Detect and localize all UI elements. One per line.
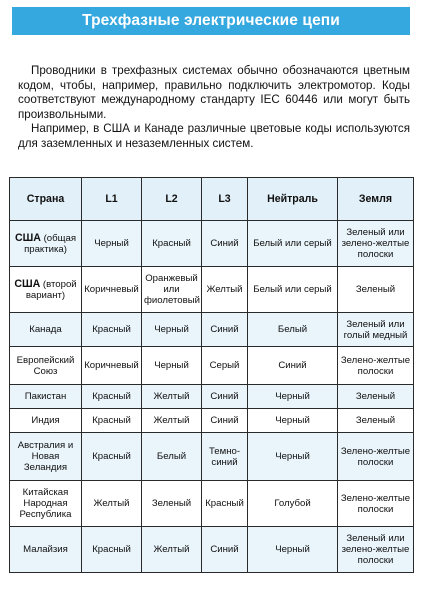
cell-earth: Зеленый xyxy=(338,409,414,433)
country-sub: Канада xyxy=(29,324,62,335)
intro-paragraph-2: Например, в США и Канаде различные цветовые коды используются для заземленных и незаземленных систем. xyxy=(18,122,410,150)
cell-country xyxy=(10,527,82,573)
country-sub: Китайская Народная Республика xyxy=(19,487,72,520)
header-l3: L3 xyxy=(202,178,248,221)
cell-l2: Желтый xyxy=(142,409,202,433)
country-sub: (общая практика) xyxy=(24,232,77,255)
cell-l1: Коричневый xyxy=(82,347,142,385)
country-sub: (второй вариант) xyxy=(25,278,77,301)
cell-earth: Зеленый xyxy=(338,267,414,313)
country-sub: Австралия и Новая Зеландия xyxy=(17,440,74,473)
cell-neutral: Белый или серый xyxy=(248,267,338,313)
table-row xyxy=(10,221,414,267)
cell-l2: Желтый xyxy=(142,385,202,409)
cell-neutral: Белый или серый xyxy=(248,221,338,267)
cell-l3: Темно-синий xyxy=(202,433,248,481)
header-neutral: Нейтраль xyxy=(248,178,338,221)
cell-country xyxy=(10,433,82,481)
table-row xyxy=(10,409,414,433)
intro-text xyxy=(18,64,410,152)
cell-l3: Красный xyxy=(202,481,248,527)
cell-earth: Зеленый или зелено-желтые полоски xyxy=(338,221,414,267)
cell-l2: Зеленый xyxy=(142,481,202,527)
header-l2: L2 xyxy=(142,178,202,221)
header-country: Страна xyxy=(10,178,82,221)
cell-l2: Черный xyxy=(142,313,202,347)
color-code-table xyxy=(9,177,414,573)
header-earth: Земля xyxy=(338,178,414,221)
table-header-row xyxy=(10,178,414,221)
table-row xyxy=(10,433,414,481)
country-sub: Индия xyxy=(31,415,60,426)
cell-neutral: Черный xyxy=(248,527,338,573)
cell-country xyxy=(10,347,82,385)
cell-l3: Синий xyxy=(202,221,248,267)
country-sub: Малайзия xyxy=(23,544,68,555)
country-sub: Европейский Союз xyxy=(16,354,75,377)
country-main: США xyxy=(14,277,41,290)
header-l1: L1 xyxy=(82,178,142,221)
cell-l2: Желтый xyxy=(142,527,202,573)
cell-l2: Красный xyxy=(142,221,202,267)
cell-l1: Красный xyxy=(82,527,142,573)
country-sub: Пакистан xyxy=(24,391,67,402)
cell-l2: Белый xyxy=(142,433,202,481)
cell-l1: Красный xyxy=(82,409,142,433)
cell-earth: Зелено-желтые полоски xyxy=(338,433,414,481)
country-main: США xyxy=(14,231,41,244)
cell-l1: Красный xyxy=(82,313,142,347)
cell-neutral: Черный xyxy=(248,409,338,433)
cell-l2: Оранжевый или фиолетовый xyxy=(142,267,202,313)
cell-l3: Синий xyxy=(202,385,248,409)
cell-earth: Зелено-желтые полоски xyxy=(338,481,414,527)
cell-earth: Зеленый или зелено-желтые полоски xyxy=(338,527,414,573)
cell-l1: Черный xyxy=(82,221,142,267)
cell-neutral: Синий xyxy=(248,347,338,385)
cell-l2: Черный xyxy=(142,347,202,385)
cell-country xyxy=(10,385,82,409)
table-row xyxy=(10,313,414,347)
page-title: Трехфазные электрические цепи xyxy=(82,12,340,29)
cell-l3: Синий xyxy=(202,313,248,347)
intro-paragraph-1: Проводники в трехфазных системах обычно обозначаются цветным кодом, чтобы, например, правильно подключить электромотор. Коды соответствуют международному стандарту IEC 60446 или могут быть произвольными. xyxy=(18,64,410,121)
cell-earth: Зеленый или голый медный xyxy=(338,313,414,347)
cell-country xyxy=(10,313,82,347)
cell-l1: Коричневый xyxy=(82,267,142,313)
cell-earth: Зеленый xyxy=(338,385,414,409)
cell-l1: Желтый xyxy=(82,481,142,527)
table-row xyxy=(10,481,414,527)
title-bar xyxy=(12,7,410,35)
table-row xyxy=(10,385,414,409)
cell-neutral: Черный xyxy=(248,385,338,409)
cell-country xyxy=(10,221,82,267)
cell-l3: Синий xyxy=(202,409,248,433)
cell-country xyxy=(10,267,82,313)
cell-l3: Синий xyxy=(202,527,248,573)
cell-l1: Красный xyxy=(82,433,142,481)
cell-neutral: Белый xyxy=(248,313,338,347)
cell-neutral: Голубой xyxy=(248,481,338,527)
table-row xyxy=(10,267,414,313)
table-row xyxy=(10,347,414,385)
cell-country xyxy=(10,481,82,527)
cell-country xyxy=(10,409,82,433)
cell-l3: Желтый xyxy=(202,267,248,313)
cell-l3: Серый xyxy=(202,347,248,385)
cell-neutral: Черный xyxy=(248,433,338,481)
table-row xyxy=(10,527,414,573)
cell-l1: Красный xyxy=(82,385,142,409)
cell-earth: Зелено-желтые полоски xyxy=(338,347,414,385)
